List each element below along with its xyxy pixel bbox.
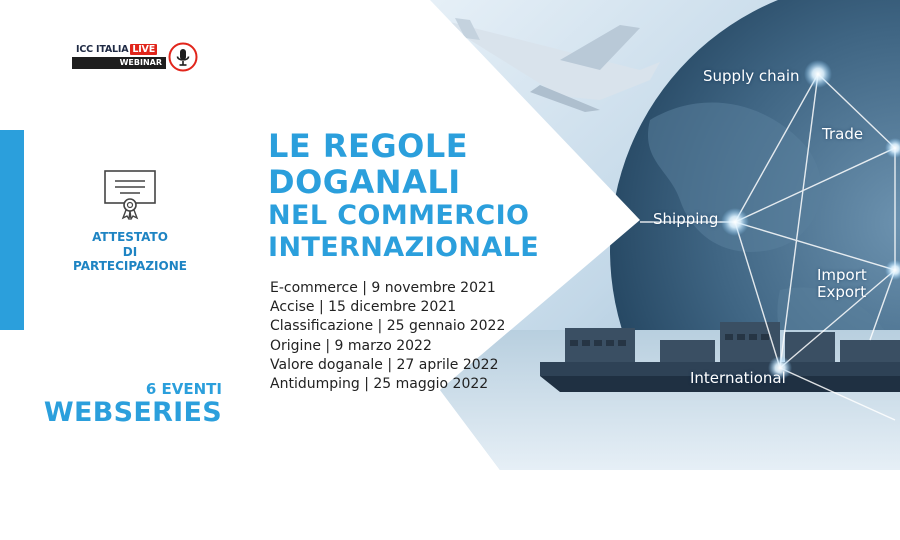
keyword-export: Export xyxy=(817,283,867,301)
event-schedule xyxy=(270,279,505,394)
microphone-icon xyxy=(168,42,198,72)
event-item: Antidumping | 25 maggio 2022 xyxy=(270,376,489,393)
icc-italia-live-logo xyxy=(72,40,202,80)
event-item: Origine | 9 marzo 2022 xyxy=(270,337,432,354)
keyword-shipping: Shipping xyxy=(653,210,719,228)
event-item: Accise | 15 dicembre 2021 xyxy=(270,299,457,316)
webseries-block xyxy=(22,380,222,428)
certificate-label xyxy=(60,230,200,274)
logo-brand xyxy=(76,44,157,55)
webseries-label: WEBSERIES xyxy=(43,397,222,428)
title-line-4: INTERNAZIONALE xyxy=(268,232,540,263)
certificate-line-1: ATTESTATO xyxy=(92,230,168,244)
accent-bar xyxy=(0,130,24,330)
certificate-line-2: DI xyxy=(122,244,138,259)
logo-live-badge: LIVE xyxy=(132,44,155,55)
event-item: Valore doganale | 27 aprile 2022 xyxy=(270,356,499,373)
certificate-block xyxy=(60,168,200,274)
event-item: Classificazione | 25 gennaio 2022 xyxy=(270,318,506,335)
certificate-icon xyxy=(102,168,158,220)
keyword-trade: Trade xyxy=(822,125,864,143)
event-item: E-commerce | 9 novembre 2021 xyxy=(270,280,496,296)
title-line-1: LE REGOLE xyxy=(268,127,469,165)
page-title xyxy=(268,128,539,264)
certificate-line-3: PARTECIPAZIONE xyxy=(73,259,187,273)
keyword-import: Import xyxy=(817,266,867,284)
events-count: 6 EVENTI xyxy=(145,380,222,398)
logo-webinar-label: WEBINAR xyxy=(72,57,166,69)
logo-brand-text: ICC ITALIA xyxy=(76,44,129,55)
keyword-supply-chain: Supply chain xyxy=(703,67,800,85)
title-line-2: DOGANALI xyxy=(268,163,461,201)
keyword-international: International xyxy=(690,369,786,387)
title-line-3: NEL COMMERCIO xyxy=(268,200,530,231)
